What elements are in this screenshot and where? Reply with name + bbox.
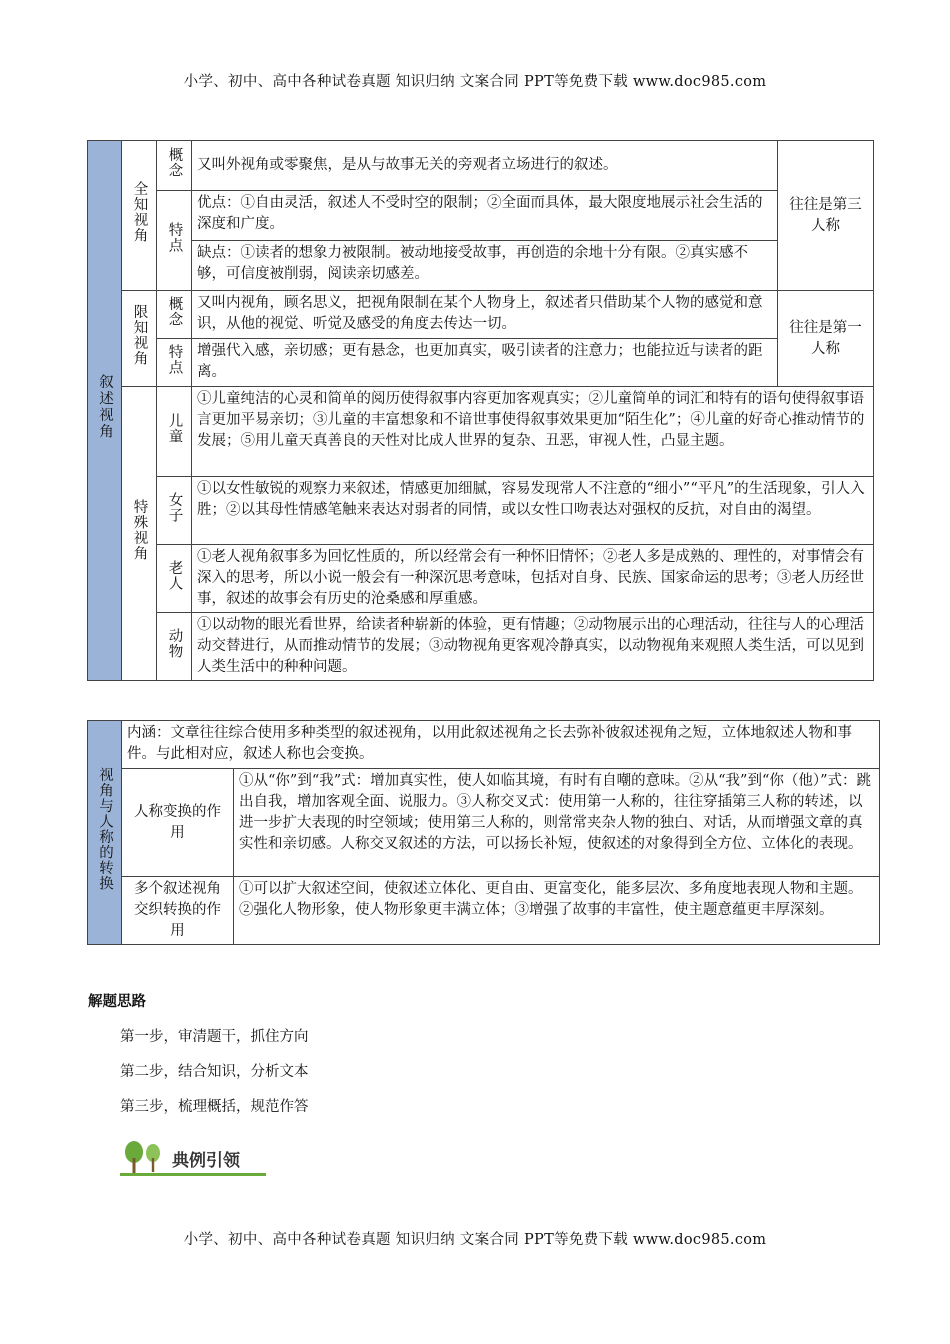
table2-intro: 内涵：文章往往综合使用多种类型的叙述视角，以用此叙述视角之长去弥补彼叙述视角之短，立体地叙述人物和事件。与此相对应，叙述人称也会变换。 <box>122 721 880 769</box>
special-label: 特殊视角 <box>122 387 157 681</box>
omniscient-demerit: 缺点：①读者的想象力被限制。被动地接受故事，再创造的余地十分有限。②真实感不够，可信度被削弱，阅读亲切感差。 <box>192 241 778 291</box>
special-row-text: ①儿童纯洁的心灵和简单的阅历使得叙事内容更加客观真实；②儿童简单的词汇和特有的语句使得叙事语言更加平易亲切；③儿童的丰富想象和不谙世事使得叙事效果更加“陌生化”；④儿童的好奇心推动情节的发展；⑤用儿童天真善良的天性对比成人世界的复杂、丑恶，审视人性，凸显主题。 <box>192 387 874 477</box>
omniscient-concept: 又叫外视角或零聚焦，是从与故事无关的旁观者立场进行的叙述。 <box>192 141 778 191</box>
omniscient-merit: 优点：①自由灵活，叙述人不受时空的限制；②全面而具体，最大限度地展示社会生活的深度和广度。 <box>192 191 778 241</box>
category-label: 叙述视角 <box>88 141 122 681</box>
omniscient-person: 往往是第三人称 <box>778 141 874 291</box>
special-row-text: ①老人视角叙事多为回忆性质的，所以经常会有一种怀旧情怀；②老人多是成熟的、理性的，对事情会有深入的思考，所以小说一般会有一种深沉思考意味，包括对自身、民族、国家命运的思考；③老人历经世事，叙述的故事会有历史的沧桑感和厚重感。 <box>192 545 874 613</box>
solution-step: 第三步，梳理概括，规范作答 <box>120 1099 309 1115</box>
limited-label: 限知视角 <box>122 291 157 387</box>
narrative-perspective-table <box>87 140 874 681</box>
special-row-text: ①以动物的眼光看世界，给读者种崭新的体验，更有情趣；②动物展示出的心理活动，往往与人的心理活动交替进行，从而推动情节的发展；③动物视角更客观冷静真实，以动物视角来观照人类生活，可以见到人类生活中的种种问题。 <box>192 613 874 681</box>
solution-step: 第一步，审清题干，抓住方向 <box>120 1029 309 1045</box>
page-header: 小学、初中、高中各种试卷真题 知识归纳 文案合同 PPT等免费下载 www.doc985.com <box>183 74 767 90</box>
example-badge <box>120 1138 266 1178</box>
special-row-label: 女子 <box>157 477 192 545</box>
limited-feature: 增强代入感，亲切感；更有悬念，也更加真实，吸引读者的注意力；也能拉近与读者的距离。 <box>192 339 778 387</box>
omniscient-label: 全知视角 <box>122 141 157 291</box>
table2-row-label: 人称变换的作用 <box>122 769 234 877</box>
special-row-label: 动物 <box>157 613 192 681</box>
limited-concept: 又叫内视角，顾名思义，把视角限制在某个人物身上，叙述者只借助某个人物的感觉和意识，从他的视觉、听觉及感受的角度去传达一切。 <box>192 291 778 339</box>
omniscient-feature-label: 特点 <box>157 191 192 291</box>
special-row-label: 老人 <box>157 545 192 613</box>
solution-title: 解题思路 <box>88 993 146 1010</box>
table2-category-label: 视角与人称的转换 <box>88 721 122 945</box>
page-footer: 小学、初中、高中各种试卷真题 知识归纳 文案合同 PPT等免费下载 www.doc985.com <box>183 1232 767 1248</box>
limited-person: 往往是第一人称 <box>778 291 874 387</box>
table2-row-text: ①从“你”到“我”式：增加真实性，使人如临其境，有时有自嘲的意味。②从“我”到“你（他）”式：跳出自我，增加客观全面、说服力。③人称交叉式：使用第一人称的，往往穿插第三人称的转述，以进一步扩大表现的时空领域；使用第三人称的，则常常夹杂人物的独白、对话，从而增强文章的真实性和亲切感。人称交叉叙述的方法，可以扬长补短，使叙述的对象得到全方位、立体化的表现。 <box>234 769 880 877</box>
solution-step: 第二步，结合知识，分析文本 <box>120 1064 309 1080</box>
table2-row-text: ①可以扩大叙述空间，使叙述立体化、更自由、更富变化，能多层次、多角度地表现人物和主题。②强化人物形象，使人物形象更丰满立体；③增强了故事的丰富性，使主题意蕴更丰厚深刻。 <box>234 877 880 945</box>
special-row-label: 儿童 <box>157 387 192 477</box>
omniscient-concept-label: 概念 <box>157 141 192 191</box>
limited-feature-label: 特点 <box>157 339 192 387</box>
limited-concept-label: 概念 <box>157 291 192 339</box>
perspective-person-table <box>87 720 880 945</box>
special-row-text: ①以女性敏锐的观察力来叙述，情感更加细腻，容易发现常人不注意的“细小”“平凡”的生活现象，引人入胜；②以其母性情感笔触来表达对弱者的同情，或以女性口吻表达对强权的反抗，对自由的渴望。 <box>192 477 874 545</box>
table2-row-label: 多个叙述视角交织转换的作用 <box>122 877 234 945</box>
badge-label: 典例引领 <box>172 1151 240 1171</box>
